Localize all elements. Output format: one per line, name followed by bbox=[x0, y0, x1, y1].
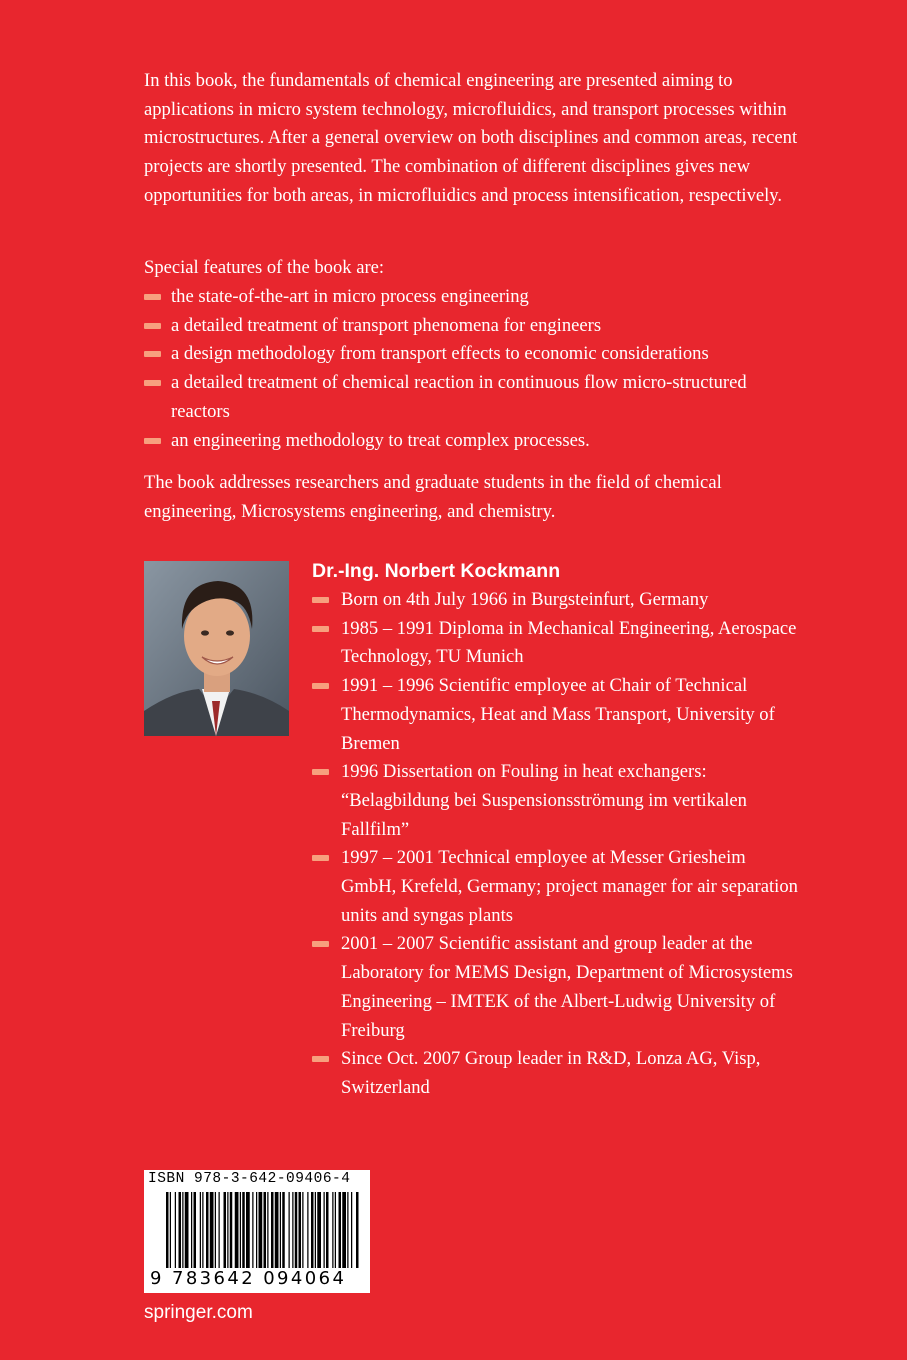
author-name: Dr.-Ing. Norbert Kockmann bbox=[312, 560, 561, 582]
author-section bbox=[312, 556, 802, 1103]
list-item: 1996 Dissertation on Fouling in heat exchangers: “Belagbildung bei Suspensionsströmung im vertikalen Fallfilm” bbox=[312, 758, 802, 844]
author-portrait-icon bbox=[144, 561, 289, 736]
list-item: an engineering methodology to treat complex processes. bbox=[144, 427, 804, 456]
list-item: 2001 – 2007 Scientific assistant and group leader at the Laboratory for MEMS Design, Department of Microsystems Engineering – IMTEK of the Albert-Ludwig University of Freiburg bbox=[312, 930, 802, 1045]
audience-paragraph: The book addresses researchers and graduate students in the field of chemical engineering, Microsystems engineering, and chemistry. bbox=[144, 472, 722, 522]
publisher-website[interactable]: springer.com bbox=[144, 1302, 253, 1323]
isbn-barcode bbox=[144, 1170, 370, 1293]
bullet-dash-icon bbox=[144, 294, 161, 300]
list-item: 1991 – 1996 Scientific employee at Chair of Technical Thermodynamics, Heat and Mass Transport, University of Bremen bbox=[312, 672, 802, 758]
list-item: 1997 – 2001 Technical employee at Messer Griesheim GmbH, Krefeld, Germany; project manager for air separation units and syngas plants bbox=[312, 844, 802, 930]
list-item: 1985 – 1991 Diploma in Mechanical Engineering, Aerospace Technology, TU Munich bbox=[312, 615, 802, 672]
list-item: a design methodology from transport effects to economic considerations bbox=[144, 340, 804, 369]
features-heading: Special features of the book are: bbox=[144, 257, 385, 278]
bullet-dash-icon bbox=[312, 769, 329, 775]
author-photo bbox=[144, 561, 289, 736]
list-item: the state-of-the-art in micro process engineering bbox=[144, 283, 804, 312]
bullet-dash-icon bbox=[144, 323, 161, 329]
bullet-dash-icon bbox=[144, 380, 161, 386]
bullet-dash-icon bbox=[144, 351, 161, 357]
isbn-label: ISBN 978-3-642-09406-4 bbox=[148, 1171, 351, 1187]
bullet-dash-icon bbox=[312, 941, 329, 947]
features-list bbox=[144, 283, 804, 455]
bullet-dash-icon bbox=[144, 438, 161, 444]
intro-paragraph: In this book, the fundamentals of chemical engineering are presented aiming to applications in micro system technology, microfluidics, and transport processes within microstructures. After a general overview on both disciplines and common areas, recent projects are shortly presented. The combination of different disciplines gives new opportunities for both areas, in microfluidics and process intensification, respectively. bbox=[144, 70, 798, 206]
list-item: a detailed treatment of transport phenomena for engineers bbox=[144, 312, 804, 341]
bullet-dash-icon bbox=[312, 1056, 329, 1062]
barcode-digits: 9 783642 094064 bbox=[150, 1268, 347, 1289]
bullet-dash-icon bbox=[312, 626, 329, 632]
bullet-dash-icon bbox=[312, 683, 329, 689]
author-biography-list bbox=[312, 586, 802, 1103]
list-item: Born on 4th July 1966 in Burgsteinfurt, Germany bbox=[312, 586, 802, 615]
list-item: a detailed treatment of chemical reaction in continuous flow micro-structured reactors bbox=[144, 369, 804, 426]
list-item: Since Oct. 2007 Group leader in R&D, Lonza AG, Visp, Switzerland bbox=[312, 1045, 802, 1102]
bullet-dash-icon bbox=[312, 855, 329, 861]
bullet-dash-icon bbox=[312, 597, 329, 603]
